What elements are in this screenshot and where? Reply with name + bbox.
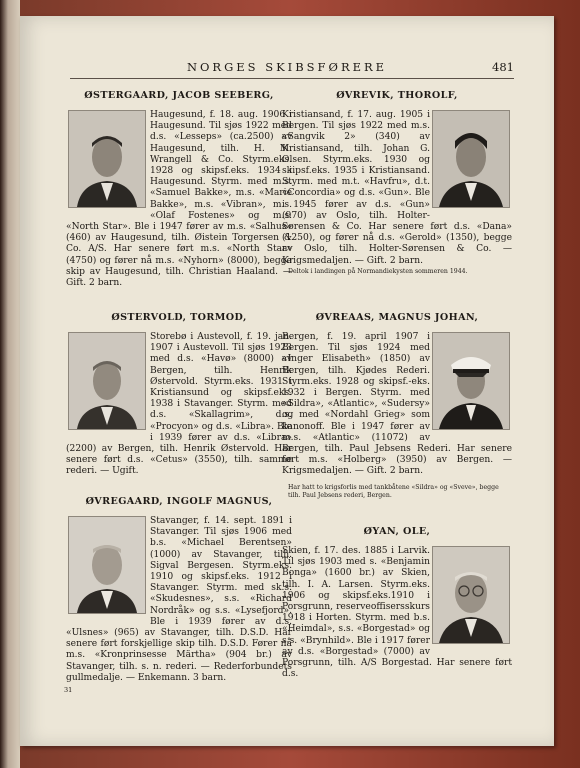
page-header — [20, 60, 554, 76]
entry-text-wrapper — [282, 110, 512, 266]
header-rule — [70, 78, 514, 79]
entry-ostergaard — [66, 90, 292, 310]
signature-mark: 31 — [64, 686, 73, 694]
entry-caption: Har hatt to krigsforlis med tankbåtene «Sildra» og «Sveve», begge tilh. Paul Jebsens rederi, Bergen. — [288, 484, 499, 499]
entry-caption: Deltok i landingen på Normandiekysten sommeren 1944. — [288, 268, 468, 275]
entry-name: ØSTERVOLD, TORMOD, — [111, 312, 247, 323]
entry-text: Haugesund, f. 18. aug. 1906 i Haugesund. Til sjøs 1922 med d.s. «Lesseps» (ca.2500) av Haugesund, tilh. H. M. Wrangell & Co. Styrm.eks. 1928 og skipsf.eks. 1934 i Haugesund. Styrm. med m.s. «Samuel Bakke», m.s. «Marie Bakke», m.s. «Vibran», m.s. «Olaf Fostenes» og m.s. «North Star». Ble i 1947 fører av m.s. «Salhus» (460) av Haugesund, tilh. Øistein Torgersen & Co. A/S. Har senere ført m.s. «North Star» (4750) og fører nå m.s. «Nyhorn» (8000), begge skip av Haugesund, tilh. Christian Haaland. — Gift. 2 barn. — [66, 110, 292, 289]
entry-name: ØYAN, OLE, — [363, 526, 431, 537]
entry-ovreaas — [282, 312, 512, 512]
entry-text: Storebø i Austevoll, f. 19. jan. 1907 i Austevoll. Til sjøs 1923 med d.s. «Havø» (8000) av Bergen, tilh. Henrik Østervold. Styrm.eks. 1931 i Kristiansund og skipsf.eks. 1938 i Stavanger. Styrm. med d.s. «Skallagrim», d.s. «Procyon» og d.s. «Libra». Ble i 1939 fører av d.s. «Libra» (2200) av Bergen, tilh. Henrik Østervold. Har senere ført d.s. «Cetus» (3550), tilh. samme rederi. — Ugift. — [66, 332, 292, 477]
running-title: NORGES SKIBSFØRERE — [186, 60, 388, 74]
entry-text-wrapper — [66, 516, 292, 706]
entry-text: Stavanger, f. 14. sept. 1891 i Stavanger. Til sjøs 1906 med b.s. «Michael Berentsen» (1000) av Stavanger, tilh. Sigval Bergesen. Styrm.eks. 1910 og skipsf.eks. 1912 i Stavanger. Styrm. med sk.s. «Skudesnes», s.s. «Richard Nordråk» og s.s. «Lysefjord». Ble i 1939 fører av d.s. «Ulsnes» (965) av Stavanger, tilh. D.S.D. Har senere ført forskjellige skip tilh. D.S.D. Fører nå m.s. «Kronprinsesse Märtha» (904 br.) av Stavanger, tilh. s. n. rederi. — Rederforbundets gullmedalje. — Enkemann. 3 barn. — [66, 516, 292, 683]
entry-ostervold — [66, 312, 292, 502]
entry-name: ØVREAAS, MAGNUS JOHAN, — [315, 312, 479, 323]
entry-text-wrapper — [66, 332, 292, 502]
entry-text: Bergen, f. 19. april 1907 i Bergen. Til sjøs 1924 med «Inger Elisabeth» (1850) av Bergen, tilh. Kjødes Rederi. Styrm.eks. 1928 og skipsf.-eks. 1932 i Bergen. Styrm. med «Sildra», «Atlantic», «Sudersy» og med «Nordahl Grieg» som kanonoff. Ble i 1947 fører av m.s. «Atlantic» (11072) av Bergen, tilh. Paul Jebsens Rederi. Har senere ført m.s. «Holberg» (3950) av Bergen. — Krigsmedaljen. — Gift. 2 barn. — [282, 332, 512, 477]
entry-ovrevik — [282, 90, 512, 300]
page-number: 481 — [492, 60, 514, 74]
entry-name: ØVREGAARD, INGOLF MAGNUS, — [85, 496, 273, 507]
entry-text: Kristiansand, f. 17. aug. 1905 i Bergen. Til sjøs 1922 med m.s. «Sangvik 2» (340) av Kristiansand, tilh. Johan G. Olsen. Styrm.eks. 1930 og skipsf.eks. 1935 i Kristiansand. Styrm. med m.t. «Havfru», d.t. «Concordia» og d.s. «Gun». Ble i 1945 fører av d.s. «Gun» (970) av Oslo, tilh. Holter-Sørensen & Co. Har senere ført d.s. «Dana» (1250), og fører nå d.s. «Gerold» (1350), begge av Oslo, tilh. Holter-Sørensen & Co. — Krigsmedaljen. — Gift. 2 barn. — [282, 110, 512, 266]
entry-text-wrapper — [282, 332, 512, 482]
entry-text: Skien, f. 17. des. 1885 i Larvik. Til sjøs 1903 med s. «Benjamin Bonga» (1600 br.) av Skien, tilh. I. A. Larsen. Styrm.eks. 1906 og skipsf.eks.1910 i Porsgrunn, reserveoffisersskurs 1918 i Horten. Styrm. med b.s. «Heimdal», s.s. «Borgestad» og s.s. «Brynhild». Ble i 1917 fører av d.s. «Borgestad» (7000) av Porsgrunn, tilh. A/S Borgestad. Har senere ført d.s. — [282, 546, 512, 680]
page-stack-edge — [0, 0, 20, 768]
entry-oyan — [282, 526, 512, 706]
entry-text-wrapper — [282, 546, 512, 706]
entry-name: ØVREVIK, THOROLF, — [336, 90, 458, 101]
entry-name: ØSTERGAARD, JACOB SEEBERG, — [84, 90, 274, 101]
book-page — [20, 16, 554, 746]
entry-text-wrapper — [66, 110, 292, 310]
entry-ovregaard — [66, 496, 292, 706]
